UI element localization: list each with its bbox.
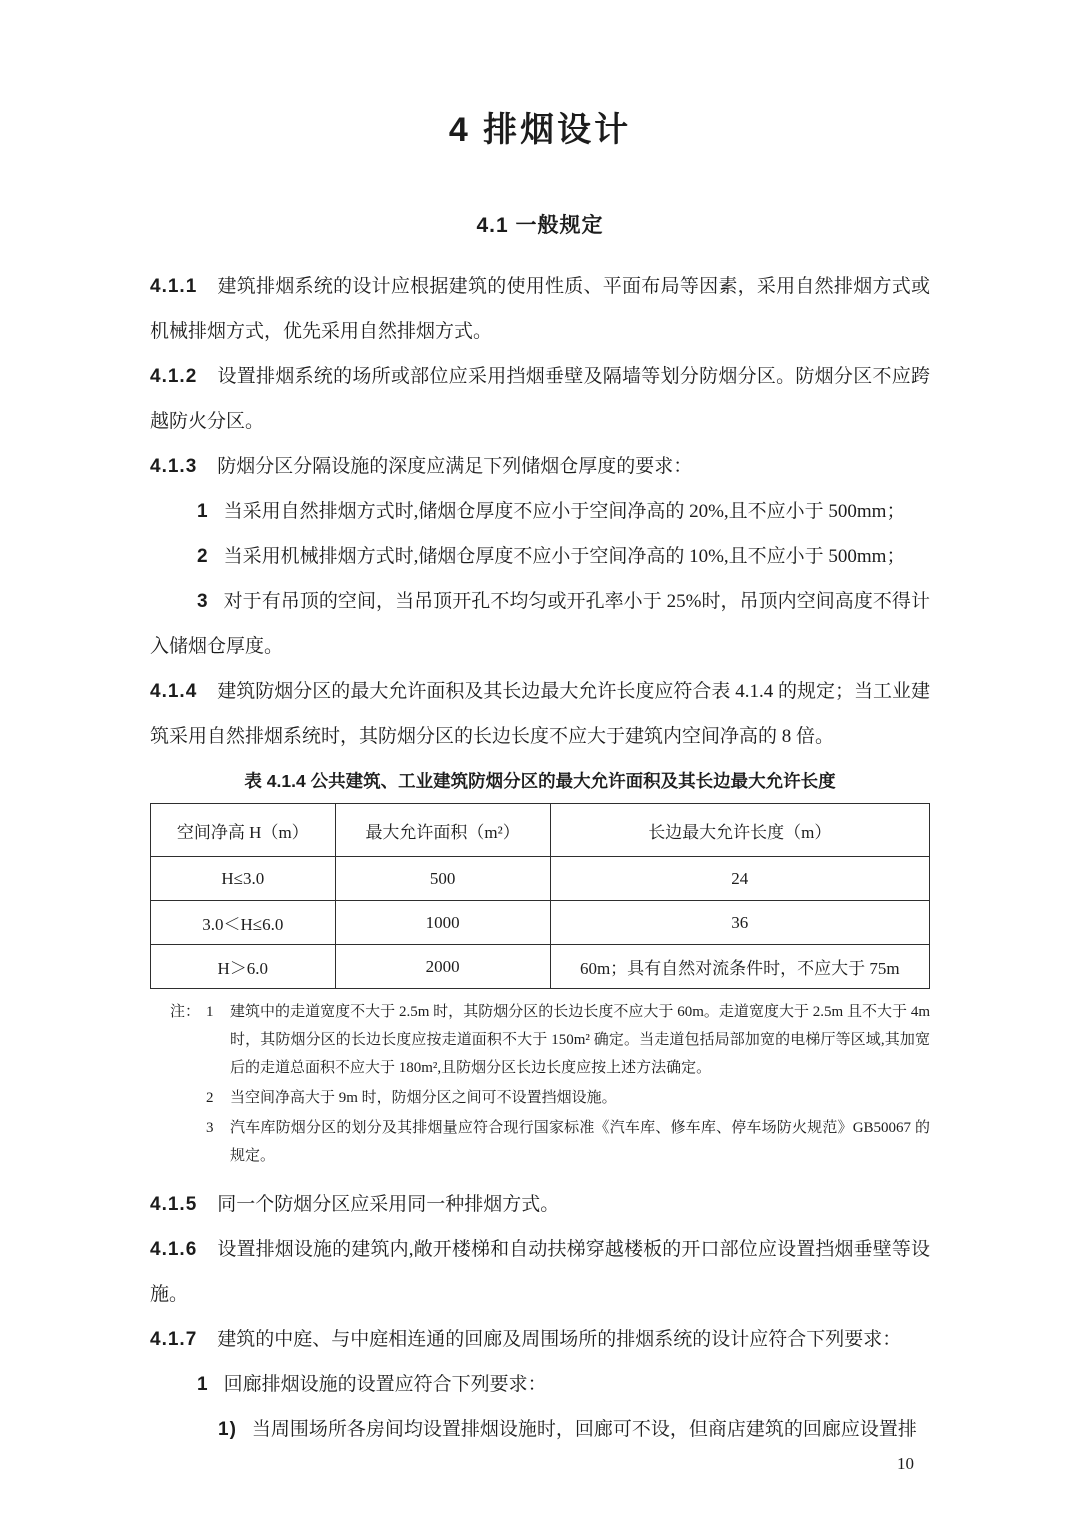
clause-4-1-4 <box>150 669 930 759</box>
table-cell: 24 <box>550 857 929 901</box>
clause-number: 4.1.6 <box>150 1239 198 1260</box>
table-cell: H＞6.0 <box>151 945 336 989</box>
page-title: 4 排烟设计 <box>448 111 632 149</box>
table-row <box>151 857 930 901</box>
item-number: 2 <box>197 546 209 567</box>
page-number: 10 <box>897 1454 914 1473</box>
table-cell: 1000 <box>335 901 550 945</box>
table-row <box>151 945 930 989</box>
smoke-zone-table <box>150 803 930 989</box>
item-text: 当采用自然排烟方式时,储烟仓厚度不应小于空间净高的 20%,且不应小于 500mm； <box>223 501 906 522</box>
clause-text: 设置排烟设施的建筑内,敞开楼梯和自动扶梯穿越楼板的开口部位应设置挡烟垂壁等设施。 <box>150 1239 930 1305</box>
table-cell: 2000 <box>335 945 550 989</box>
clause-4-1-7-item-1 <box>150 1362 930 1407</box>
clause-4-1-3-item-3 <box>150 579 930 669</box>
clause-4-1-3 <box>150 444 930 489</box>
note-label: 注： <box>170 1004 201 1020</box>
clause-4-1-6 <box>150 1227 930 1317</box>
clause-4-1-5 <box>150 1182 930 1227</box>
table-cell: 60m；具有自然对流条件时，不应大于 75m <box>550 945 929 989</box>
clause-number: 4.1.7 <box>150 1329 198 1350</box>
item-text: 当周围场所各房间均设置排烟设施时，回廊可不设，但商店建筑的回廊应设置排 <box>251 1419 917 1440</box>
table-header-cell: 长边最大允许长度（m） <box>550 804 929 857</box>
clause-text: 同一个防烟分区应采用同一种排烟方式。 <box>217 1194 560 1215</box>
clause-text: 建筑排烟系统的设计应根据建筑的使用性质、平面布局等因素，采用自然排烟方式或机械排烟方式，优先采用自然排烟方式。 <box>150 276 930 342</box>
table-header-cell: 空间净高 H（m） <box>151 804 336 857</box>
clause-number: 4.1.4 <box>150 681 198 702</box>
table-row <box>151 901 930 945</box>
item-text: 对于有吊顶的空间，当吊顶开孔不均匀或开孔率小于 25%时，吊顶内空间高度不得计入储烟仓厚度。 <box>150 591 930 657</box>
item-number: 1 <box>197 501 209 522</box>
clause-4-1-2 <box>150 354 930 444</box>
note-text: 建筑中的走道宽度不大于 2.5m 时，其防烟分区的长边长度不应大于 60m。走道宽度大于 2.5m 且不大于 4m 时，其防烟分区的长边长度应按走道面积不大于 150m² 确定。当走道包括局部加宽的电梯厅等区域,其加宽后的走道总面积不应大于 180m²,且防烟分区长边长度应按上述方法确定。 <box>230 1004 930 1076</box>
clause-4-1-7-item-1-1 <box>150 1407 930 1452</box>
item-number: 1) <box>218 1419 237 1440</box>
clause-4-1-3-item-1 <box>150 489 930 534</box>
table-cell: H≤3.0 <box>151 857 336 901</box>
note-number: 1 <box>206 1004 214 1020</box>
table-cell: 3.0＜H≤6.0 <box>151 901 336 945</box>
note-text: 当空间净高大于 9m 时，防烟分区之间可不设置挡烟设施。 <box>230 1090 617 1106</box>
note-label-spacer <box>170 1114 206 1170</box>
clause-number: 4.1.3 <box>150 456 198 477</box>
clause-4-1-7 <box>150 1317 930 1362</box>
clause-text: 建筑防烟分区的最大允许面积及其长边最大允许长度应符合表 4.1.4 的规定；当工业建筑采用自然排烟系统时，其防烟分区的长边长度不应大于建筑内空间净高的 8 倍。 <box>150 681 930 747</box>
clause-number: 4.1.2 <box>150 366 198 387</box>
clause-text: 防烟分区分隔设施的深度应满足下列储烟仓厚度的要求： <box>217 456 693 477</box>
note-item-3 <box>170 1114 930 1170</box>
note-item-2 <box>170 1084 930 1112</box>
note-item-1 <box>170 998 930 1082</box>
clause-text: 设置排烟系统的场所或部位应采用挡烟垂壁及隔墙等划分防烟分区。防烟分区不应跨越防火分区。 <box>150 366 930 432</box>
clause-4-1-1 <box>150 264 930 354</box>
note-number: 2 <box>206 1090 214 1106</box>
item-text: 当采用机械排烟方式时,储烟仓厚度不应小于空间净高的 10%,且不应小于 500mm； <box>223 546 906 567</box>
table-cell: 500 <box>335 857 550 901</box>
table-header-cell: 最大允许面积（m²） <box>335 804 550 857</box>
item-number: 3 <box>197 591 209 612</box>
table-caption: 表 4.1.4 公共建筑、工业建筑防烟分区的最大允许面积及其长边最大允许长度 <box>244 771 836 791</box>
clause-text: 建筑的中庭、与中庭相连通的回廊及周围场所的排烟系统的设计应符合下列要求： <box>217 1329 902 1350</box>
clause-number: 4.1.5 <box>150 1194 198 1215</box>
table-notes <box>170 998 930 1170</box>
item-number: 1 <box>197 1374 209 1395</box>
table-header-row <box>151 804 930 857</box>
note-label-spacer <box>170 1084 206 1112</box>
table-cell: 36 <box>550 901 929 945</box>
clause-number: 4.1.1 <box>150 276 198 297</box>
section-heading: 4.1 一般规定 <box>476 214 604 237</box>
clause-4-1-3-item-2 <box>150 534 930 579</box>
item-text: 回廊排烟设施的设置应符合下列要求： <box>223 1374 547 1395</box>
note-text: 汽车库防烟分区的划分及其排烟量应符合现行国家标准《汽车库、修车库、停车场防火规范》GB50067 的规定。 <box>230 1120 930 1164</box>
note-number: 3 <box>206 1120 214 1136</box>
